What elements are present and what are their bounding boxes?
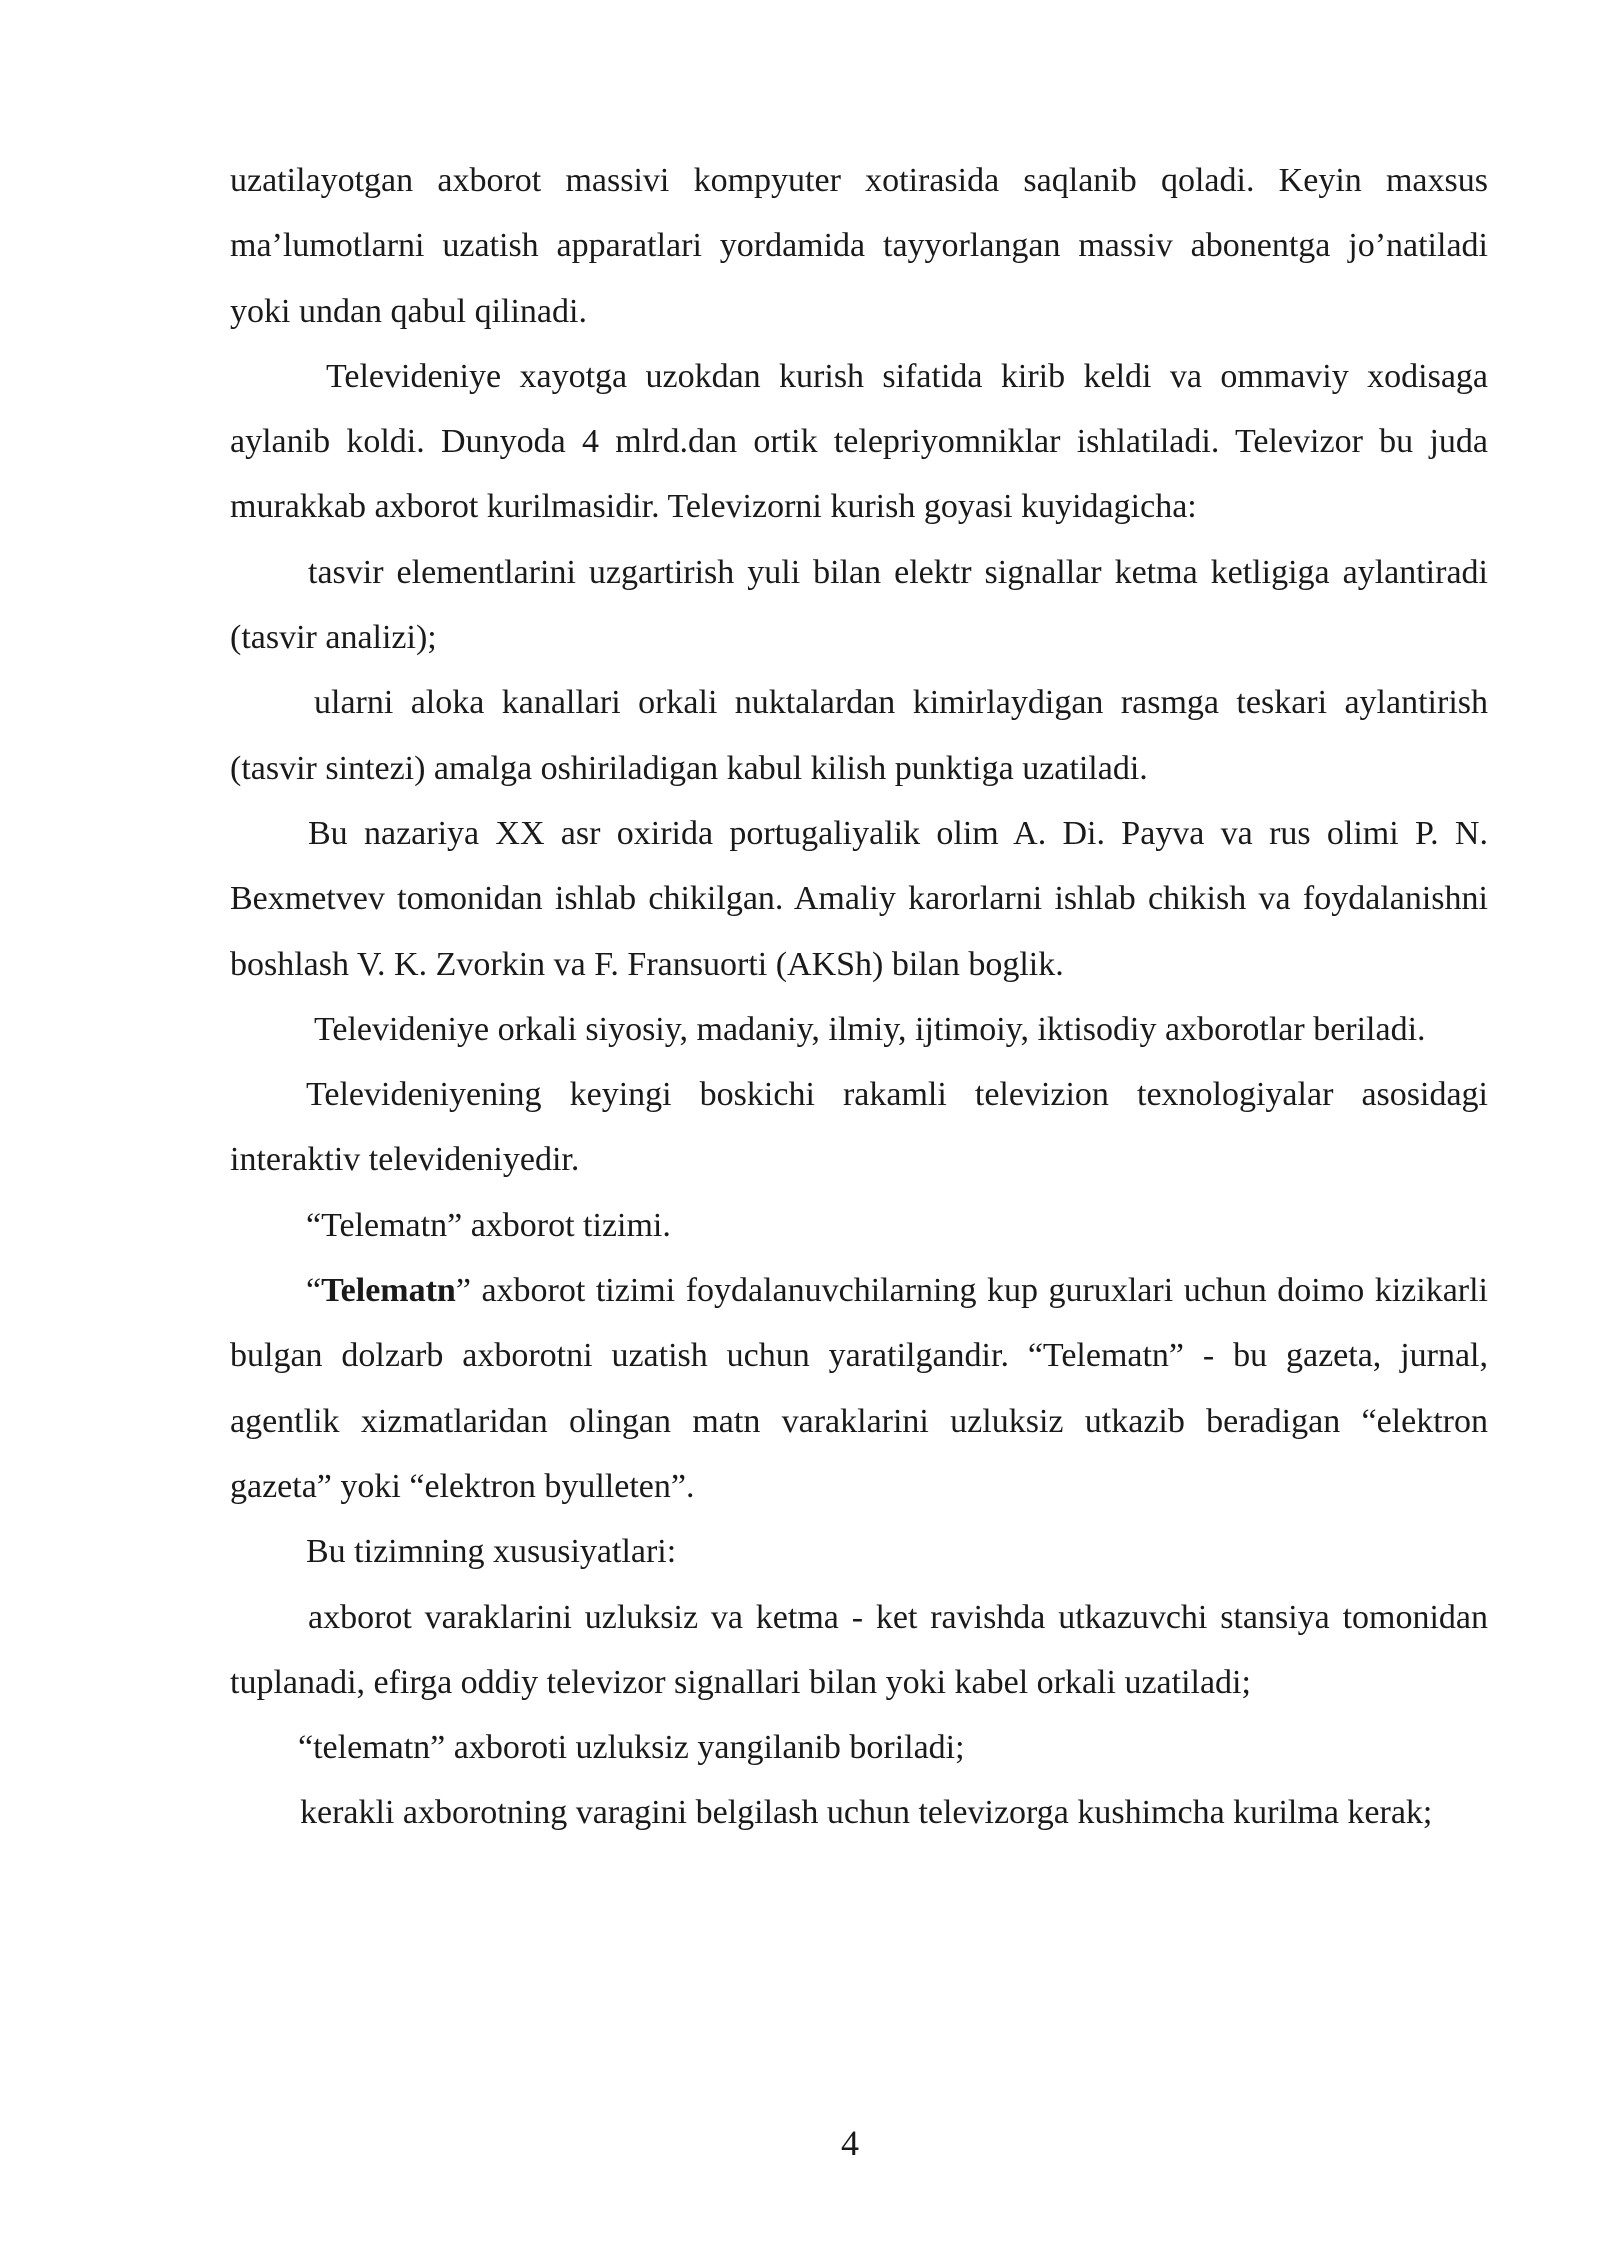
bold-term-close-quote: ” xyxy=(455,1272,471,1310)
list-item: tasvir elementlarini uzgartirish yuli bilan elektr signallar ketma ketligiga aylantiradi (tasvir analizi); xyxy=(230,553,1488,657)
paragraph: Bu nazariya XX asr oxirida portugaliyalik olim A. Di. Payva va rus olimi P. N. Bexmetvev tomonidan ishlab chikilgan. Amaliy karorlarni ishlab chikish va foydalanishni boshlash V. K. Zvorkin va F. Fransuorti (AKSh) bilan boglik. xyxy=(230,814,1488,983)
paragraph xyxy=(230,1258,1488,1519)
list-item: “telematn” axboroti uzluksiz yangilanib boriladi; xyxy=(298,1729,965,1767)
paragraph: Bu tizimning xususiyatlari: xyxy=(306,1533,677,1571)
paragraph: uzatilayotgan axborot massivi kompyuter xotirasida saqlanib qoladi. Keyin maxsus ma’lumotlarni uzatish apparatlari yordamida tayyorlangan massiv abonentga jo’natiladi yoki undan qabul qilinadi. xyxy=(230,162,1488,330)
paragraph-text: axborot tizimi foydalanuvchilarning kup guruxlari uchun doimo kizikarli bulgan dolzarb axborotni uzatish uchun yaratilgandir. “Telematn” - bu gazeta, jurnal, agentlik xizmatlaridan olingan matn varaklarini uzluksiz utkazib beradigan “elektron gazeta” yoki “elektron byulleten”. xyxy=(230,1272,1489,1505)
paragraph: Televideniyening keyingi boskichi rakamli televizion texnologiyalar asosidagi interaktiv televideniyedir. xyxy=(230,1076,1488,1179)
list-item: ularni aloka kanallari orkali nuktalardan kimirlaydigan rasmga teskari aylantirish (tasvir sintezi) amalga oshiriladigan kabul kilish punktiga uzatiladi. xyxy=(230,684,1488,787)
bold-term: Telematn xyxy=(321,1272,456,1310)
list-item: axborot varaklarini uzluksiz va ketma - ket ravishda utkazuvchi stansiya tomonidan tuplanadi, efirga oddiy televizor signallari bilan yoki kabel orkali uzatiladi; xyxy=(230,1598,1488,1701)
list-item: kerakli axborotning varagini belgilash uchun televizorga kushimcha kurilma kerak; xyxy=(300,1794,1433,1832)
section-heading: “Telematn” axborot tizimi. xyxy=(306,1206,671,1244)
bold-term-open-quote: “ xyxy=(306,1272,322,1310)
document-body xyxy=(230,148,1488,1846)
paragraph: Televideniye orkali siyosiy, madaniy, ilmiy, ijtimoiy, iktisodiy axborotlar beriladi. xyxy=(314,1010,1426,1048)
page-number: 4 xyxy=(841,2123,859,2163)
paragraph: Televideniye xayotga uzokdan kurish sifatida kirib keldi va ommaviy xodisaga aylanib koldi. Dunyoda 4 mlrd.dan ortik telepriyomniklar ishlatiladi. Televizor bu juda murakkab axborot kurilmasidir. Televizorni kurish goyasi kuyidagicha: xyxy=(230,357,1488,526)
